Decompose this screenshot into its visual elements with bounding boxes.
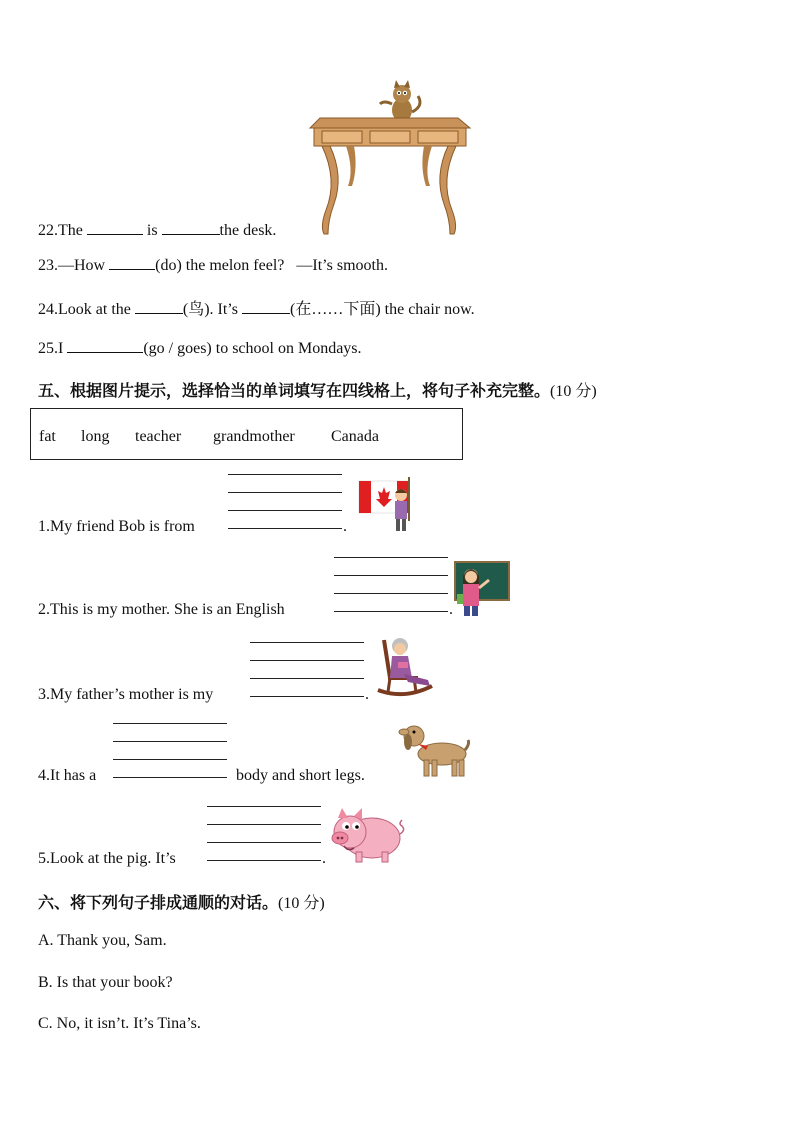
item-5-prefix: 5.Look at the pig. It’s <box>38 850 176 867</box>
q24-text-b: (鸟). It’s <box>182 301 238 318</box>
q25-text-b: (go / goes) to school on Mondays. <box>143 340 362 357</box>
q24-text-a: 24.Look at the <box>38 301 131 318</box>
item-3-suffix: . <box>365 686 369 703</box>
section-6-heading <box>38 890 325 913</box>
section-5-item-5 <box>38 850 176 868</box>
item-4-prefix: 4.It has a <box>38 767 97 784</box>
word-bank-word: grandmother <box>213 428 295 445</box>
q25-blank[interactable] <box>67 338 143 353</box>
section-6-score: (10 分) <box>278 895 325 912</box>
section-5-score: (10 分) <box>550 383 597 400</box>
section-5-item-3 <box>38 686 213 704</box>
q22-text-b: is <box>146 222 158 239</box>
grandmother-rocking-chair-icon <box>374 634 438 700</box>
item-4-suffix: body and short legs. <box>236 767 365 784</box>
section-6-title: 六、将下列句子排成通顺的对话。 <box>38 893 279 912</box>
item-5-suffix: . <box>322 850 326 867</box>
dialogue-option-b: B. Is that your book? <box>38 974 173 991</box>
q23-text-b: (do) the melon feel? <box>155 257 285 274</box>
word-bank-word: long <box>81 428 110 445</box>
q23-text-a: 23.—How <box>38 257 106 274</box>
word-bank-word: teacher <box>135 428 182 445</box>
q22-blank-2[interactable] <box>162 220 220 235</box>
question-25 <box>38 338 362 358</box>
item-2-suffix: . <box>449 601 453 618</box>
dialogue-option-a: A. Thank you, Sam. <box>38 932 167 949</box>
section-5-item-2 <box>38 601 285 619</box>
q25-text-a: 25.I <box>38 340 64 357</box>
item-3-four-line-grid[interactable] <box>250 642 364 698</box>
dog-icon <box>398 720 470 782</box>
item-1-four-line-grid[interactable] <box>228 474 342 530</box>
q23-blank[interactable] <box>109 255 155 270</box>
canada-flag-boy-icon <box>355 473 421 535</box>
question-23 <box>38 255 388 275</box>
q22-text-c: the desk. <box>219 222 277 239</box>
q22-text-a: The <box>58 222 83 239</box>
section-5-item-1 <box>38 518 195 536</box>
teacher-blackboard-icon <box>453 560 511 618</box>
q22-blank-1[interactable] <box>87 220 143 235</box>
q24-blank-2[interactable] <box>242 299 290 314</box>
q24-text-c: (在……下面) the chair now. <box>289 301 475 318</box>
question-24 <box>38 296 475 319</box>
question-22 <box>38 220 276 240</box>
item-4-four-line-grid[interactable] <box>113 723 227 779</box>
item-2-four-line-grid[interactable] <box>334 557 448 613</box>
q23-text-c: —It’s smooth. <box>296 257 388 274</box>
section-5-title: 五、根据图片提示，选择恰当的单词填写在四线格上，将句子补充完整。 <box>38 381 551 400</box>
item-2-prefix: 2.This is my mother. She is an English <box>38 601 285 618</box>
cat-on-desk-illustration <box>308 80 474 238</box>
q24-blank-1[interactable] <box>135 299 183 314</box>
item-3-prefix: 3.My father’s mother is my <box>38 686 214 703</box>
item-5-four-line-grid[interactable] <box>207 806 321 862</box>
dialogue-option-c: C. No, it isn’t. It’s Tina’s. <box>38 1015 201 1032</box>
item-1-suffix: . <box>343 518 347 535</box>
word-bank-word: fat <box>39 428 56 445</box>
pig-icon <box>326 806 406 866</box>
section-5-item-4 <box>38 767 96 785</box>
section-5-heading <box>38 378 597 401</box>
q22-number: 22. <box>38 222 58 239</box>
word-bank-word: Canada <box>331 428 379 445</box>
item-1-prefix: 1.My friend Bob is from <box>38 518 195 535</box>
word-bank <box>30 408 463 460</box>
